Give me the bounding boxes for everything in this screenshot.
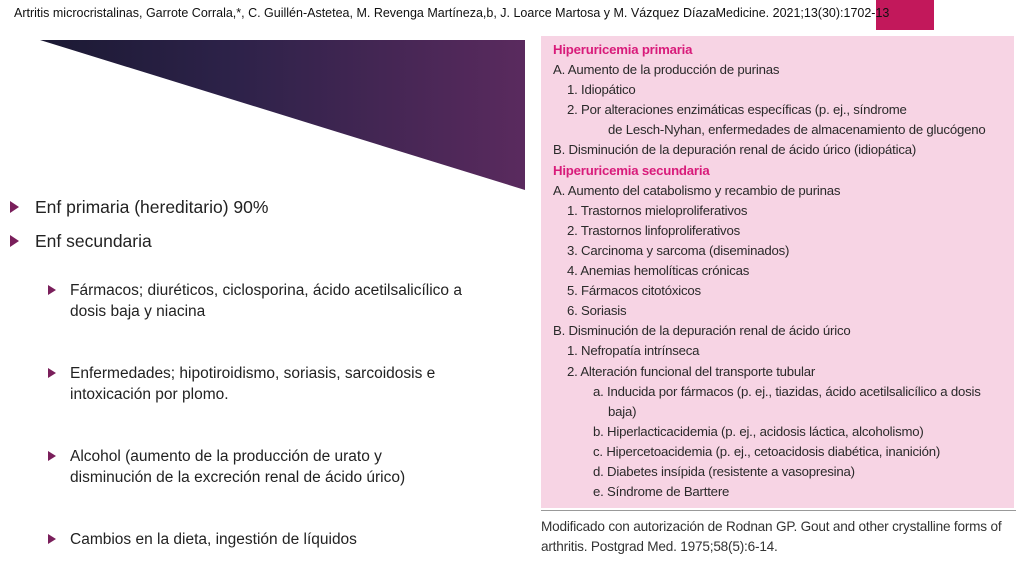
bullet-text: Enf secundaria — [35, 230, 152, 251]
arrow-bullet-icon — [48, 534, 56, 544]
arrow-bullet-icon — [10, 201, 19, 213]
citation-header: Artritis microcristalinas, Garrote Corrala,*, C. Guillén-Astetea, M. Revenga Martíneza,b, J. Loarce Martosa y M. Vázquez DíazaMedicine. 2021;13(30):1702-13 — [14, 6, 890, 20]
table-row: de Lesch-Nyhan, enfermedades de almacenamiento de glucógeno — [608, 122, 986, 138]
bullet-item — [10, 190, 530, 224]
table-row: 4. Anemias hemolíticas crónicas — [567, 263, 750, 279]
table-row: 1. Idiopático — [567, 82, 636, 98]
table-row: 6. Soriasis — [567, 303, 627, 319]
sub-bullet-item — [48, 529, 468, 550]
table-row: 1. Trastornos mieloproliferativos — [567, 202, 748, 218]
table-row: 3. Carcinoma y sarcoma (diseminados) — [567, 242, 790, 258]
table-heading: Hiperuricemia secundaria — [553, 162, 710, 178]
table-row: A. Aumento del catabolismo y recambio de purinas — [553, 182, 841, 198]
sub-bullet-text: Enfermedades; hipotiroidismo, soriasis, sarcoidosis e intoxicación por plomo. — [70, 365, 436, 403]
table-row: baja) — [608, 403, 637, 419]
table-row: d. Diabetes insípida (resistente a vasopresina) — [593, 463, 855, 479]
table-row: 5. Fármacos citotóxicos — [567, 283, 701, 299]
arrow-bullet-icon — [48, 368, 56, 378]
table-row: 2. Por alteraciones enzimáticas específicas (p. ej., síndrome — [567, 102, 907, 118]
table-row: a. Inducida por fármacos (p. ej., tiazidas, ácido acetilsalicílico a dosis — [593, 383, 981, 399]
sub-bullet-item — [48, 446, 468, 488]
table-row: c. Hipercetoacidemia (p. ej., cetoacidosis diabética, inanición) — [593, 443, 941, 459]
table-row: B. Disminución de la depuración renal de ácido úrico — [553, 323, 851, 339]
arrow-bullet-icon — [48, 451, 56, 461]
sub-bullet-item — [48, 280, 468, 322]
sub-bullet-text: Alcohol (aumento de la producción de urato y disminución de la excreción renal de ácido úrico) — [70, 448, 406, 486]
table-row: 2. Trastornos linfoproliferativos — [567, 222, 740, 238]
table-row: e. Síndrome de Barttere — [593, 484, 730, 500]
arrow-bullet-icon — [48, 285, 56, 295]
table-divider — [541, 510, 1016, 511]
table-row: 2. Alteración funcional del transporte tubular — [567, 363, 816, 379]
hyperuricemia-table — [541, 36, 1014, 508]
sub-bullet-text: Cambios en la dieta, ingestión de líquidos — [70, 531, 357, 548]
table-row: A. Aumento de la producción de purinas — [553, 62, 780, 78]
bullet-list — [10, 190, 530, 550]
table-row: b. Hiperlacticacidemia (p. ej., acidosis láctica, alcoholismo) — [593, 423, 924, 439]
bullet-text: Enf primaria (hereditario) 90% — [35, 196, 269, 217]
table-footnote: Modificado con autorización de Rodnan GP. Gout and other crystalline forms of arthritis. Postgrad Med. 1975;58(5):6-14. — [541, 519, 1002, 554]
table-heading: Hiperuricemia primaria — [553, 42, 693, 57]
sub-bullet-text: Fármacos; diuréticos, ciclosporina, ácido acetilsalicílico a dosis baja y niacina — [70, 282, 462, 320]
sub-bullet-item — [48, 363, 468, 405]
table-row: 1. Nefropatía intrínseca — [567, 343, 700, 359]
arrow-bullet-icon — [10, 235, 19, 247]
bullet-item — [10, 224, 530, 258]
table-row: B. Disminución de la depuración renal de ácido úrico (idiopática) — [553, 142, 917, 158]
decorative-banner — [40, 40, 525, 190]
